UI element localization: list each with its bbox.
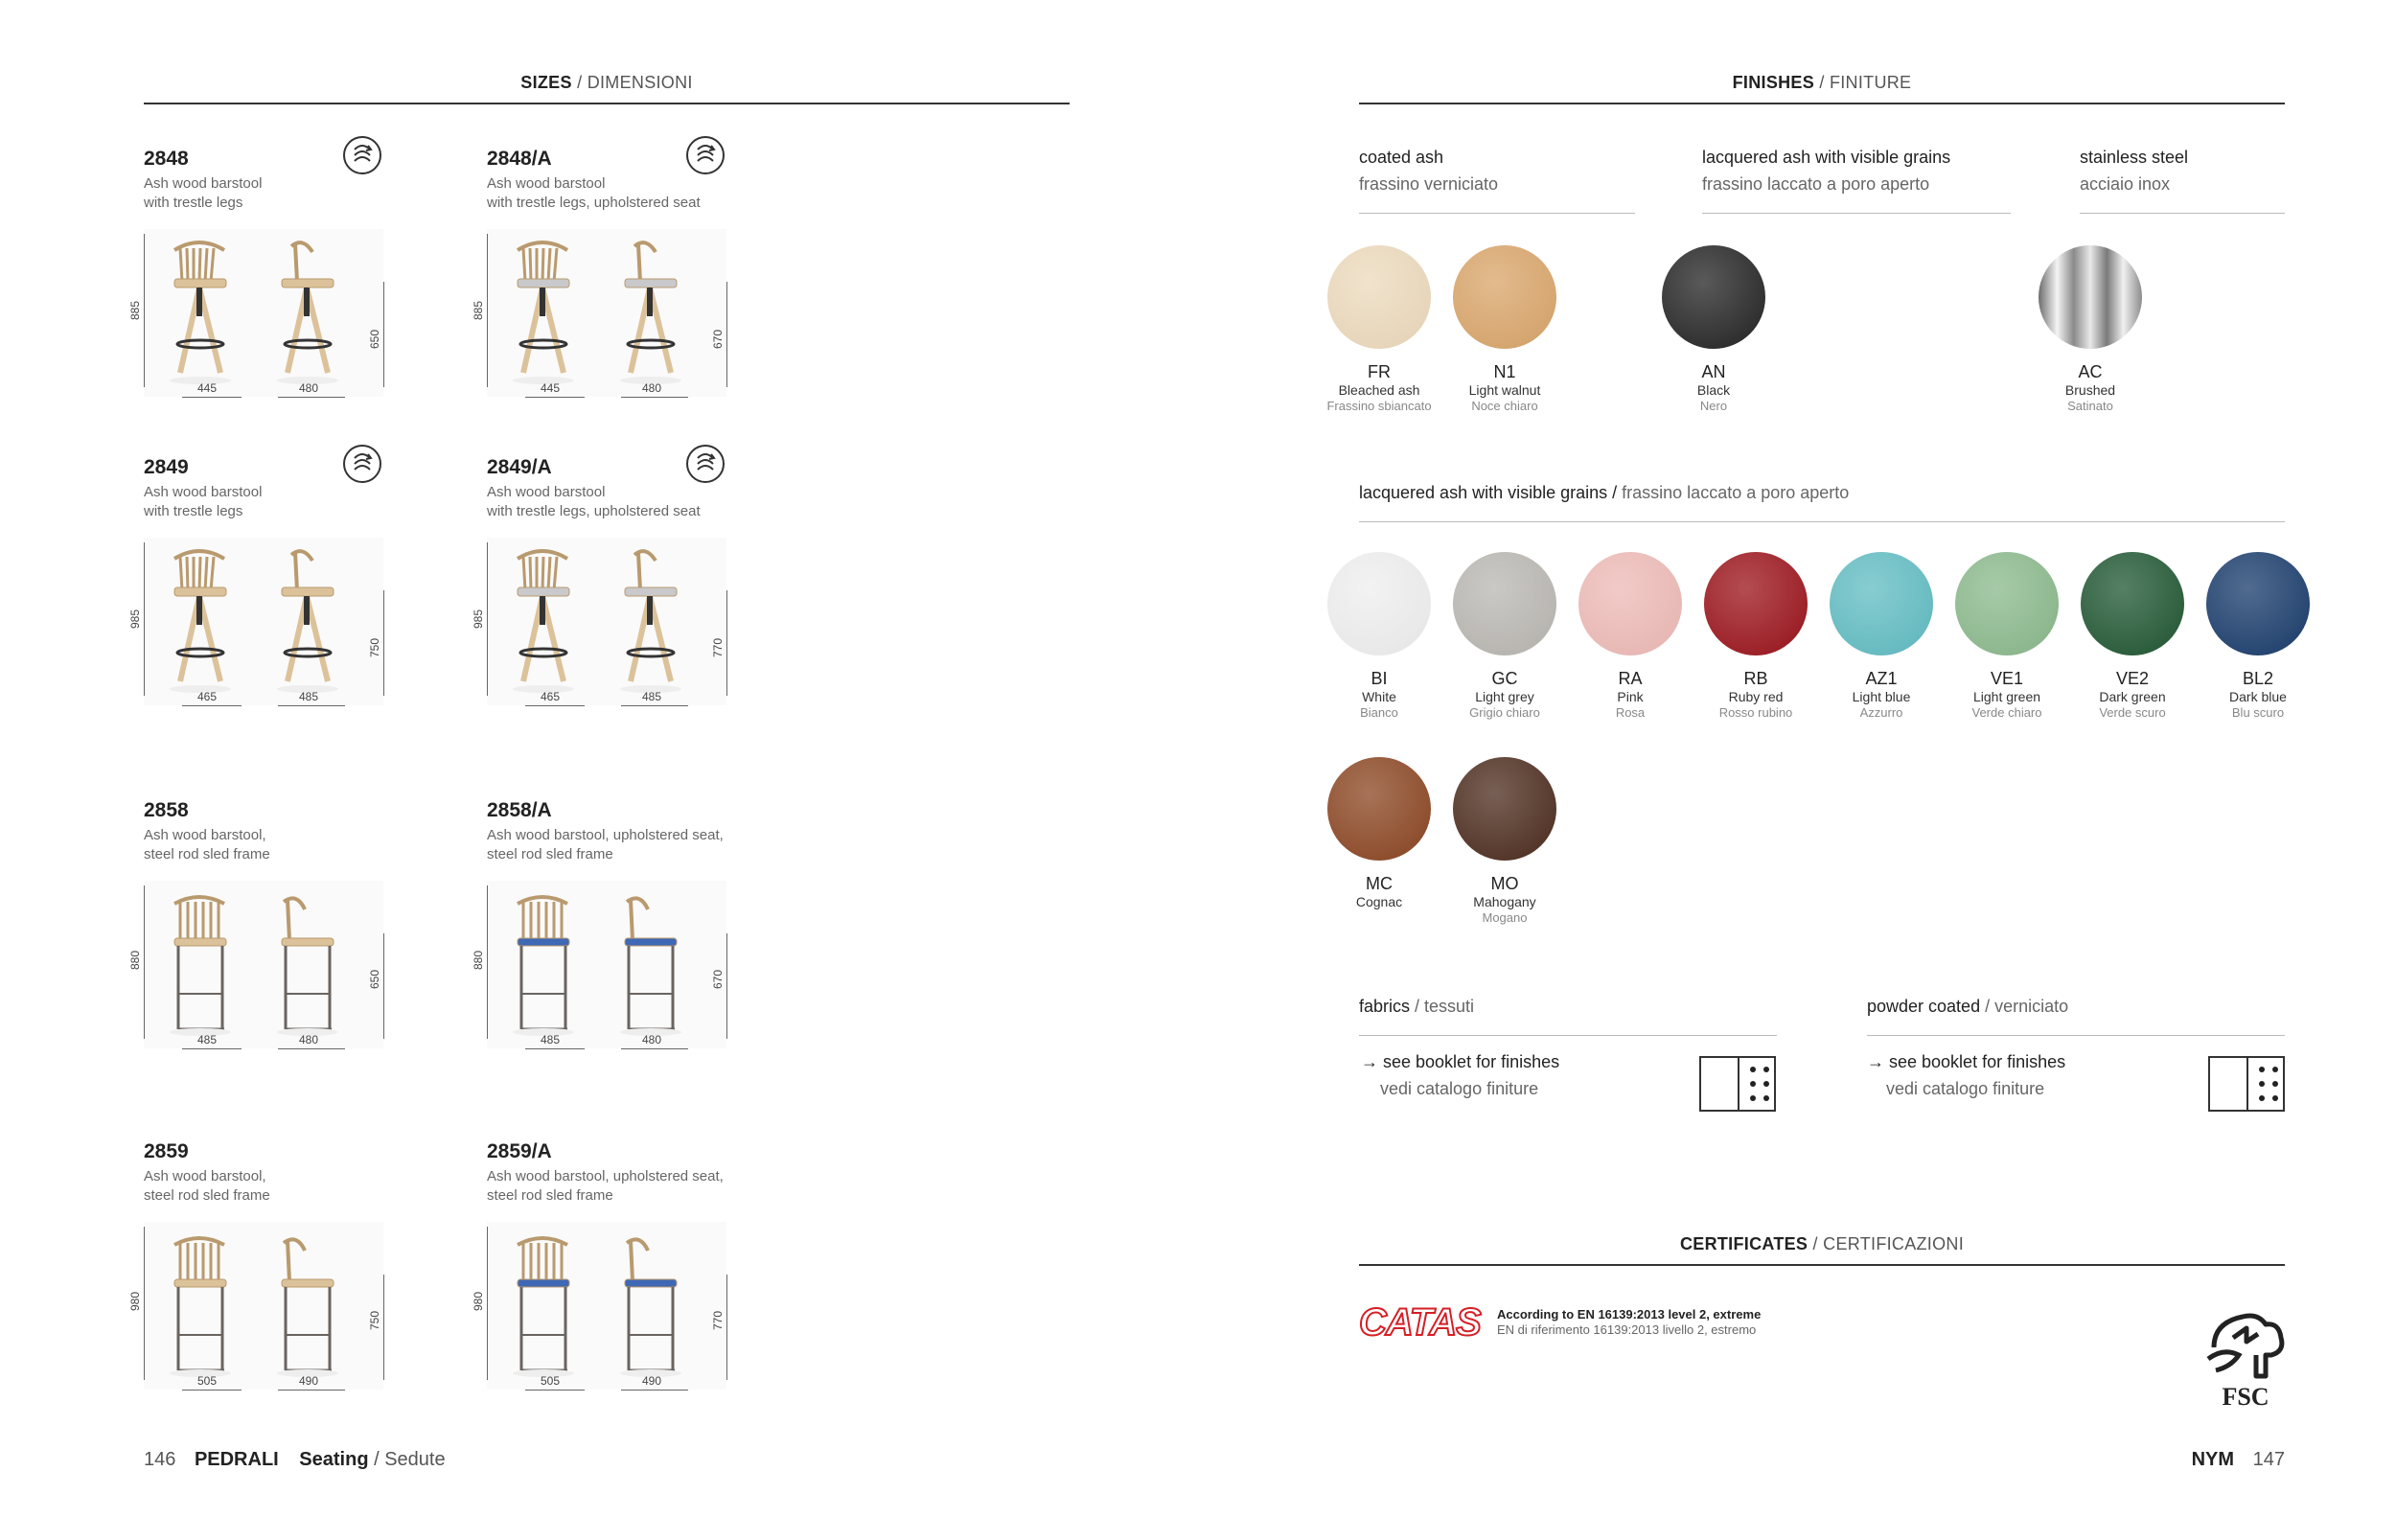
depth-dimension-line (621, 705, 688, 706)
product-description: Ash wood barstool with trestle legs, upholstered seat (487, 175, 701, 211)
product-photo (144, 229, 383, 397)
product-photo (487, 881, 726, 1048)
stool-photo-icon (144, 538, 383, 705)
finish-name: Light blue (1852, 689, 1911, 704)
height-dimension-line (144, 885, 145, 1039)
product-photo (487, 229, 726, 397)
seat-height-dimension: 770 (711, 1310, 725, 1330)
finish-name: Pink (1617, 689, 1644, 704)
depth-dimension: 480 (299, 381, 319, 395)
product-card (128, 148, 383, 406)
product-card (128, 799, 383, 1058)
width-dimension-line (525, 1390, 585, 1391)
stool-photo-icon (487, 1222, 726, 1390)
finishes-header: FINISHES / FINITURE (1359, 73, 2285, 104)
finish-swatch-ra (1568, 552, 1693, 720)
height-dimension-line (144, 542, 145, 696)
finish-name: Light green (1972, 689, 2041, 704)
finish-code: BI (1371, 669, 1388, 688)
width-dimension-line (525, 397, 585, 398)
finish-code: BL2 (2242, 669, 2274, 688)
divider (2080, 213, 2285, 214)
seat-height-dimension: 770 (711, 637, 725, 657)
brand-name: PEDRALI (194, 1449, 279, 1470)
product-description: Ash wood barstool, steel rod sled frame (144, 1168, 270, 1204)
finish-name: Dark green (2099, 689, 2166, 704)
stool-photo-icon (487, 538, 726, 705)
stool-photo-icon (487, 229, 726, 397)
finish-swatch-az1 (1819, 552, 1944, 720)
color-swatch (1662, 245, 1765, 349)
product-code: 2849/A (487, 456, 552, 478)
collection-name: NYM (2191, 1449, 2235, 1470)
seat-height-dimension: 650 (368, 329, 381, 349)
finish-code: N1 (1493, 362, 1516, 381)
color-swatch (1327, 757, 1431, 861)
product-description: Ash wood barstool with trestle legs (144, 175, 263, 211)
page-number-left: 146 (144, 1449, 176, 1470)
divider (1702, 213, 2011, 214)
color-swatch (2081, 552, 2184, 655)
seat-dimension-line (726, 590, 727, 696)
color-swatch (1830, 552, 1933, 655)
width-dimension-line (525, 705, 585, 706)
seat-height-dimension: 750 (368, 637, 381, 657)
group-title-lacquered: lacquered ash with visible grains (1702, 148, 1951, 167)
product-photo (487, 1222, 726, 1390)
product-card (472, 1140, 726, 1399)
finish-name-it: Azzurro (1859, 705, 1903, 720)
width-dimension-line (182, 1390, 242, 1391)
lacquered-section-title: lacquered ash with visible grains / frassino laccato a poro aperto (1359, 483, 1850, 502)
finish-name-it: Satinato (2067, 399, 2113, 413)
color-swatch (2039, 245, 2142, 349)
product-card (472, 148, 726, 406)
color-swatch (2206, 552, 2310, 655)
width-dimension-line (182, 1048, 242, 1049)
seat-dimension-line (726, 933, 727, 1039)
finish-name-it: Verde chiaro (1971, 705, 2042, 720)
dots-icon (2248, 1058, 2287, 1110)
width-dimension: 445 (197, 381, 218, 395)
finish-name-it: Nero (1699, 399, 1728, 413)
depth-dimension: 480 (642, 1033, 662, 1046)
product-card (472, 799, 726, 1058)
group-sub-coated-ash: frassino verniciato (1359, 174, 1499, 194)
finish-swatch-ve2 (2070, 552, 2195, 720)
certificates-title: CERTIFICATES (1679, 1234, 1809, 1253)
height-dimension-line (144, 1227, 145, 1380)
width-dimension-line (182, 705, 242, 706)
finish-name-it: Bianco (1360, 705, 1398, 720)
swivel-icon (686, 136, 725, 174)
fsc-tree-icon (2204, 1309, 2287, 1382)
finish-name-it: Grigio chiaro (1469, 705, 1540, 720)
width-dimension: 465 (541, 690, 561, 703)
finish-name: Bleached ash (1338, 382, 1420, 398)
fabrics-booklet-link[interactable]: → see booklet for finishes (1361, 1052, 1560, 1071)
product-description: Ash wood barstool with trestle legs (144, 484, 263, 519)
booklet-icon (1699, 1056, 1776, 1112)
width-dimension: 465 (197, 690, 218, 703)
seat-dimension-line (726, 282, 727, 387)
product-photo (144, 538, 383, 705)
product-card (128, 1140, 383, 1399)
depth-dimension-line (278, 1048, 345, 1049)
color-swatch (1327, 245, 1431, 349)
depth-dimension: 490 (299, 1374, 319, 1388)
fsc-label: FSC (2222, 1383, 2269, 1411)
height-dimension: 985 (472, 609, 485, 629)
finish-swatch-an (1651, 245, 1776, 413)
width-dimension: 485 (541, 1033, 561, 1046)
stool-photo-icon (144, 229, 383, 397)
finish-name: Black (1696, 382, 1731, 398)
finish-code: AC (2078, 362, 2103, 381)
fsc-logo (2204, 1309, 2287, 1411)
finish-name-it: Rosa (1615, 705, 1646, 720)
finish-code: RA (1618, 669, 1643, 688)
footer-right (2189, 1449, 2285, 1471)
depth-dimension-line (278, 397, 345, 398)
product-photo (144, 1222, 383, 1390)
seat-height-dimension: 650 (368, 969, 381, 989)
depth-dimension: 485 (642, 690, 662, 703)
fabrics-booklet-sub: vedi catalogo finiture (1380, 1079, 1539, 1098)
product-photo (144, 881, 383, 1048)
sizes-header: SIZES / DIMENSIONI (144, 73, 1070, 104)
swivel-icon (686, 445, 725, 483)
finish-name: Light walnut (1468, 382, 1541, 398)
product-code: 2848/A (487, 148, 552, 170)
product-description: Ash wood barstool, steel rod sled frame (144, 827, 270, 862)
height-dimension-line (487, 1227, 488, 1380)
catas-text-it: EN di riferimento 16139:2013 livello 2, estremo (1497, 1322, 1757, 1337)
height-dimension: 880 (128, 950, 142, 970)
footer-left: 146 PEDRALI Seating / Sedute (144, 1449, 446, 1470)
seat-dimension-line (383, 282, 384, 387)
product-code: 2858/A (487, 799, 552, 821)
color-swatch (1453, 757, 1556, 861)
finish-code: VE2 (2115, 669, 2150, 688)
width-dimension: 505 (541, 1374, 561, 1388)
catas-logo: CATAS (1359, 1301, 1481, 1344)
product-card (472, 456, 726, 715)
width-dimension-line (525, 1048, 585, 1049)
height-dimension: 885 (128, 300, 142, 320)
finish-code: MC (1366, 874, 1393, 893)
finish-name-it: Blu scuro (2231, 705, 2285, 720)
seat-height-dimension: 670 (711, 969, 725, 989)
depth-dimension-line (621, 1390, 688, 1391)
height-dimension-line (487, 542, 488, 696)
seat-height-dimension: 750 (368, 1310, 381, 1330)
seat-dimension-line (383, 1275, 384, 1380)
finish-code: RB (1743, 669, 1768, 688)
height-dimension: 985 (128, 609, 142, 629)
product-photo (487, 538, 726, 705)
finish-swatch-gc (1442, 552, 1567, 720)
depth-dimension: 480 (642, 381, 662, 395)
height-dimension: 980 (472, 1291, 485, 1311)
finish-swatch-mo (1442, 757, 1567, 925)
finish-code: FR (1368, 362, 1391, 381)
product-description: Ash wood barstool, upholstered seat, steel rod sled frame (487, 827, 724, 862)
depth-dimension-line (621, 397, 688, 398)
finish-swatch-rb (1693, 552, 1818, 720)
finish-name: Ruby red (1728, 689, 1784, 704)
group-title-coated-ash: coated ash (1359, 148, 1444, 167)
finish-name: Light grey (1475, 689, 1534, 704)
finish-name: White (1362, 689, 1396, 704)
height-dimension-line (144, 234, 145, 387)
height-dimension: 885 (472, 300, 485, 320)
finish-name-it: Noce chiaro (1471, 399, 1538, 413)
depth-dimension: 485 (299, 690, 319, 703)
product-description: Ash wood barstool, upholstered seat, steel rod sled frame (487, 1168, 724, 1204)
finish-swatch-mc (1317, 757, 1441, 910)
sizes-subtitle: DIMENSIONI (587, 73, 693, 92)
powder-booklet-link[interactable]: → see booklet for finishes (1867, 1052, 2066, 1071)
finish-swatch-bi (1317, 552, 1441, 720)
finish-code: AN (1701, 362, 1726, 381)
swivel-icon (343, 445, 381, 483)
catas-text-en: According to EN 16139:2013 level 2, extreme (1497, 1307, 1762, 1322)
color-swatch (1327, 552, 1431, 655)
depth-dimension-line (278, 705, 345, 706)
product-code: 2849 (144, 456, 189, 478)
product-code: 2848 (144, 148, 189, 170)
group-title-stainless: stainless steel (2080, 148, 2189, 167)
finish-swatch-fr (1317, 245, 1441, 413)
finish-code: GC (1491, 669, 1518, 688)
sizes-title: SIZES (520, 73, 572, 92)
width-dimension-line (182, 397, 242, 398)
divider (1867, 1035, 2285, 1036)
finish-name: Brushed (2064, 382, 2116, 398)
certificates-header: CERTIFICATES / CERTIFICAZIONI (1359, 1234, 2285, 1266)
stool-photo-icon (487, 881, 726, 1048)
divider (1359, 213, 1635, 214)
width-dimension: 505 (197, 1374, 218, 1388)
finish-name-it: Rosso rubino (1718, 705, 1793, 720)
divider (1359, 521, 2285, 522)
page-number-right: 147 (2252, 1449, 2285, 1470)
height-dimension: 880 (472, 950, 485, 970)
seat-height-dimension: 670 (711, 329, 725, 349)
stool-photo-icon (144, 881, 383, 1048)
finish-name: Mahogany (1473, 894, 1536, 909)
finish-swatch-ve1 (1945, 552, 2069, 720)
height-dimension-line (487, 885, 488, 1039)
finish-name-it: Mogano (1482, 910, 1528, 925)
product-description: Ash wood barstool with trestle legs, upholstered seat (487, 484, 701, 519)
finish-swatch-n1 (1442, 245, 1567, 413)
stool-photo-icon (144, 1222, 383, 1390)
product-code: 2859/A (487, 1140, 552, 1162)
fabrics-title: fabrics / tessuti (1359, 997, 1475, 1016)
booklet-icon (2208, 1056, 2285, 1112)
seat-dimension-line (383, 590, 384, 696)
color-swatch (1578, 552, 1682, 655)
product-card (128, 456, 383, 715)
powder-title: powder coated / verniciato (1867, 997, 2069, 1016)
width-dimension: 445 (541, 381, 561, 395)
depth-dimension-line (621, 1048, 688, 1049)
depth-dimension: 480 (299, 1033, 319, 1046)
product-code: 2858 (144, 799, 189, 821)
finish-code: MO (1490, 874, 1519, 893)
divider (1359, 1035, 1777, 1036)
height-dimension-line (487, 234, 488, 387)
finish-name-it: Verde scuro (2099, 705, 2166, 720)
group-sub-stainless: acciaio inox (2080, 174, 2171, 194)
finish-name-it: Frassino sbiancato (1326, 399, 1432, 413)
finish-swatch-bl2 (2196, 552, 2320, 720)
finishes-title: FINISHES (1732, 73, 1815, 92)
group-sub-lacquered: frassino laccato a poro aperto (1702, 174, 1930, 194)
color-swatch (1453, 552, 1556, 655)
product-code: 2859 (144, 1140, 189, 1162)
color-swatch (1453, 245, 1556, 349)
finish-code: AZ1 (1865, 669, 1898, 688)
height-dimension: 980 (128, 1291, 142, 1311)
depth-dimension-line (278, 1390, 345, 1391)
finish-swatch-ac (2028, 245, 2153, 413)
finish-name: Dark blue (2229, 689, 2287, 704)
color-swatch (1955, 552, 2059, 655)
section-name-it: Sedute (384, 1449, 446, 1470)
finish-code: VE1 (1990, 669, 2024, 688)
color-swatch (1704, 552, 1808, 655)
certificates-subtitle: CERTIFICAZIONI (1823, 1234, 1965, 1253)
powder-booklet-sub: vedi catalogo finiture (1886, 1079, 2045, 1098)
finishes-subtitle: FINITURE (1829, 73, 1912, 92)
seat-dimension-line (726, 1275, 727, 1380)
swivel-icon (343, 136, 381, 174)
dots-icon (1739, 1058, 1778, 1110)
width-dimension: 485 (197, 1033, 218, 1046)
seat-dimension-line (383, 933, 384, 1039)
finish-name: Cognac (1355, 894, 1403, 909)
section-name: Seating (299, 1449, 369, 1470)
depth-dimension: 490 (642, 1374, 662, 1388)
